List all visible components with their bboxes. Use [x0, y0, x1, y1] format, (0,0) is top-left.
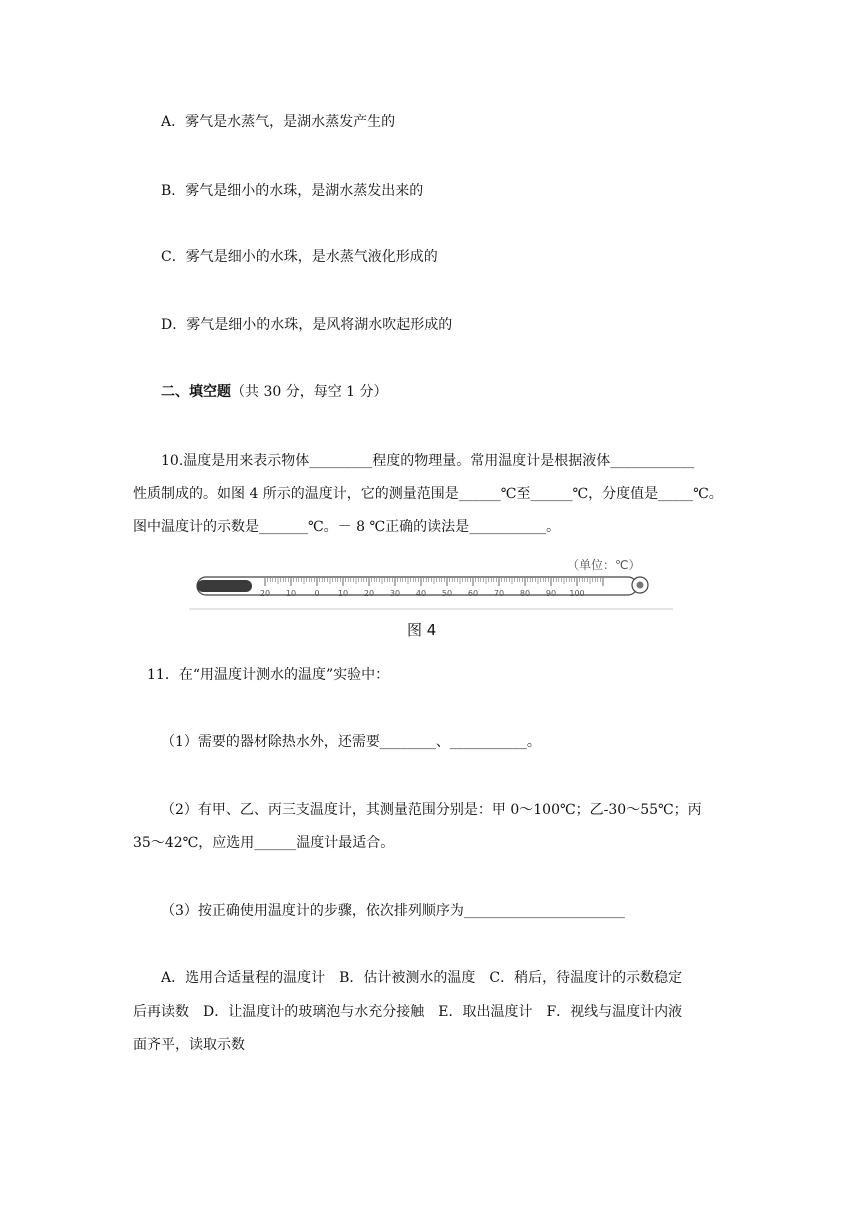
scale-label: 40 [415, 589, 427, 598]
q11-title: 11．在“用温度计测水的温度”实验中： [147, 667, 390, 683]
scale-label: 60 [467, 589, 479, 598]
section-note: （共 30 分，每空 1 分） [231, 384, 388, 400]
section-title: 二、填空题 [161, 384, 231, 400]
option-a: A．雾气是水蒸气，是湖水蒸发产生的 [161, 114, 396, 130]
scale-label: 0 [314, 589, 320, 598]
scale-label: 70 [493, 589, 505, 598]
scale-label: 100 [569, 589, 585, 598]
option-d: D．雾气是细小的水珠，是风将湖水吹起形成的 [161, 317, 453, 333]
scale-label: 80 [519, 589, 531, 598]
scale-label: 10 [285, 589, 297, 598]
q11-steps-line-3: 面齐平，读取示数 [133, 1037, 245, 1053]
option-c: C．雾气是细小的水珠，是水蒸气液化形成的 [161, 249, 438, 265]
scale-label: 50 [441, 589, 453, 598]
q10-line-3: 图中温度计的示数是_______℃。－ 8 ℃正确的读法是___________。 [133, 519, 561, 535]
q11-steps-line-1: A．选用合适量程的温度计 B．估计被测水的温度 C．稍后，待温度计的示数稳定 [161, 970, 683, 986]
section-heading [161, 381, 388, 403]
q11-part-2-line-1: （2）有甲、乙、丙三支温度计，其测量范围分别是：甲 0～100℃；乙-30～55℃；丙 [161, 802, 702, 818]
bulb-center [637, 582, 644, 589]
q11-part-2-line-2: 35～42℃，应选用______温度计最适合。 [133, 835, 395, 851]
q10-line-2: 性质制成的。如图 4 所示的温度计，它的测量范围是______℃至______℃，分度值是_____℃。 [133, 486, 723, 502]
q11-steps-line-2: 后再读数 D．让温度计的玻璃泡与水充分接触 E．取出温度计 F．视线与温度计内液 [133, 1004, 683, 1020]
liquid-column [197, 580, 252, 592]
q11-part-3: （3）按正确使用温度计的步骤，依次排列顺序为_______________________ [161, 903, 625, 919]
unit-label: （单位：℃） [567, 558, 641, 572]
scale-label: 20 [259, 589, 271, 598]
option-b: B．雾气是细小的水珠，是湖水蒸发出来的 [161, 183, 424, 199]
q11-part-1: （1）需要的器材除热水外，还需要________、___________。 [161, 734, 541, 750]
scale-label: 20 [363, 589, 375, 598]
thermometer-figure [189, 552, 673, 610]
scale-label: 90 [545, 589, 557, 598]
figure-caption: 图 4 [407, 621, 437, 639]
scale-label: 30 [389, 589, 401, 598]
scale-label: 10 [337, 589, 349, 598]
q10-line-1: 10.温度是用来表示物体_________程度的物理量。常用温度计是根据液体____________ [161, 453, 695, 469]
